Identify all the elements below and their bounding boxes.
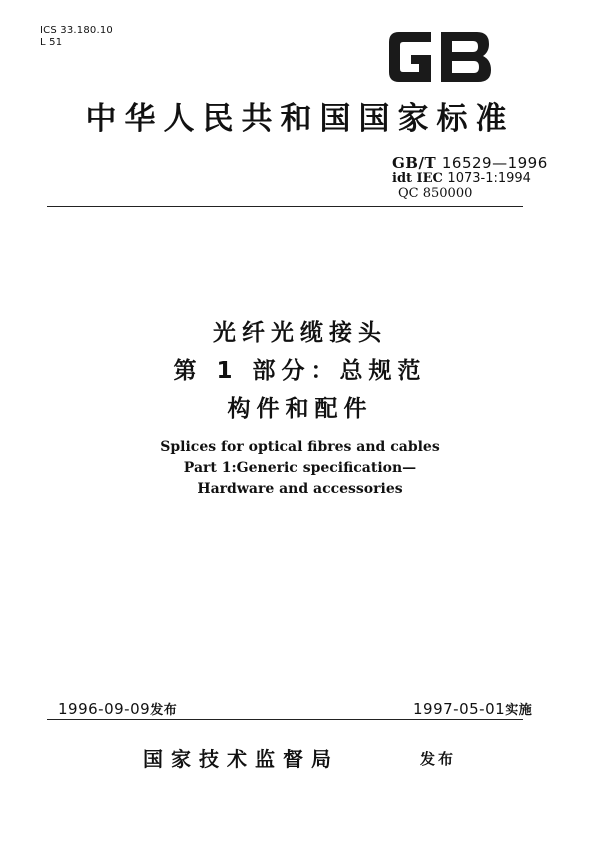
equivalent-number: 1073-1:1994 bbox=[447, 171, 531, 186]
standard-number bbox=[392, 156, 548, 171]
top-divider bbox=[47, 206, 523, 207]
standard-number-block bbox=[392, 156, 548, 201]
gb-logo bbox=[385, 28, 495, 86]
effective-date-suffix: 实施 bbox=[505, 703, 533, 718]
title-en-line3: Hardware and accessories bbox=[197, 481, 403, 497]
title-en-line2: Part 1:Generic specification— bbox=[183, 460, 417, 476]
ics-code: ICS 33.180.10 bbox=[40, 25, 113, 36]
issuer-name: 国家技术监督局 bbox=[143, 747, 339, 771]
issue-date-suffix: 发布 bbox=[150, 703, 178, 718]
qc-number: QC 850000 bbox=[398, 186, 473, 201]
org-title: 中华人民共和国国家标准 bbox=[85, 101, 515, 137]
effective-date bbox=[413, 700, 532, 720]
issue-date bbox=[58, 700, 177, 720]
gb-logo-letter-g bbox=[389, 32, 431, 82]
title-cn-line1: 光纤光缆接头 bbox=[213, 320, 387, 346]
issue-date-value: 1996-09-09 bbox=[58, 700, 151, 718]
bottom-divider bbox=[47, 719, 523, 720]
gb-logo-mark bbox=[385, 28, 495, 86]
title-cn-line2: 第 1 部分：总规范 bbox=[173, 358, 427, 384]
standard-prefix: GB/T bbox=[392, 154, 442, 172]
equivalent-prefix: idt IEC bbox=[392, 171, 448, 186]
standard-number-value: 16529—1996 bbox=[441, 154, 548, 172]
ccs-code: L 51 bbox=[40, 37, 63, 48]
equivalent-standard bbox=[392, 171, 548, 186]
title-cn-line3: 构件和配件 bbox=[227, 396, 373, 422]
issuer-suffix: 发布 bbox=[420, 750, 457, 768]
effective-date-value: 1997-05-01 bbox=[413, 700, 506, 718]
gb-logo-letter-b bbox=[441, 32, 491, 82]
title-en-line1: Splices for optical fibres and cables bbox=[160, 439, 440, 455]
